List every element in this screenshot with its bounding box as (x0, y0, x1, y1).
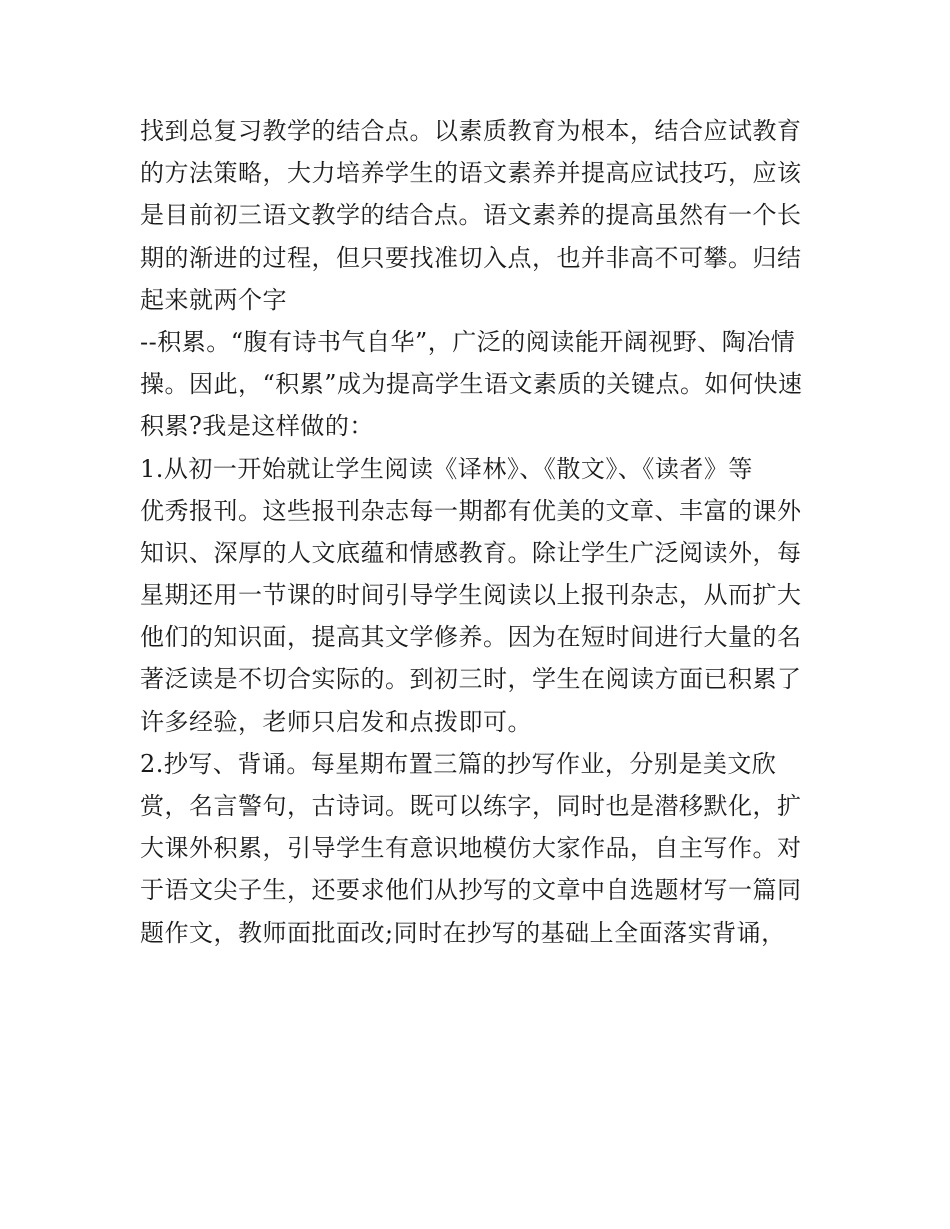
text-line: 他们的知识面，提高其文学修养。因为在短时间进行大量的名 (140, 623, 802, 652)
text-line: 操。因此，“积累”成为提高学生语文素质的关键点。如何快速 (140, 370, 803, 399)
text-line: 题作文，教师面批面改;同时在抄写的基础上全面落实背诵， (140, 918, 786, 947)
text-line: 是目前初三语文教学的结合点。语文素养的提高虽然有一个长 (140, 201, 802, 230)
text-line: 的方法策略，大力培养学生的语文素养并提高应试技巧，应该 (140, 159, 802, 188)
text-line: 星期还用一节课的时间引导学生阅读以上报刊杂志，从而扩大 (140, 581, 802, 610)
text-line: 著泛读是不切合实际的。到初三时，学生在阅读方面已积累了 (140, 665, 802, 694)
text-line: --积累。“腹有诗书气自华”，广泛的阅读能开阔视野、陶冶情 (140, 327, 796, 356)
text-line: 1.从初一开始就让学生阅读《译林》、《散文》、《读者》等 (140, 454, 753, 483)
text-line: 期的渐进的过程，但只要找准切入点，也并非高不可攀。归结 (140, 243, 802, 272)
text-line: 找到总复习教学的结合点。以素质教育为根本，结合应试教育 (140, 117, 802, 145)
text-line: 知识、深厚的人文底蕴和情感教育。除让学生广泛阅读外，每 (140, 538, 802, 567)
text-line: 起来就两个字 (140, 285, 287, 314)
body-text (140, 110, 830, 954)
text-line: 赏，名言警句，古诗词。既可以练字，同时也是潜移默化，扩 (140, 792, 802, 820)
text-line: 大课外积累，引导学生有意识地模仿大家作品，自主写作。对 (140, 834, 802, 863)
text-line: 于语文尖子生，还要求他们从抄写的文章中自选题材写一篇同 (140, 876, 802, 905)
text-line: 积累?我是这样做的： (140, 412, 374, 441)
text-line: 优秀报刊。这些报刊杂志每一期都有优美的文章、丰富的课外 (140, 496, 802, 525)
text-line: 2.抄写、背诵。每星期布置三篇的抄写作业，分别是美文欣 (140, 749, 777, 778)
text-line: 许多经验，老师只启发和点拨即可。 (140, 707, 532, 736)
